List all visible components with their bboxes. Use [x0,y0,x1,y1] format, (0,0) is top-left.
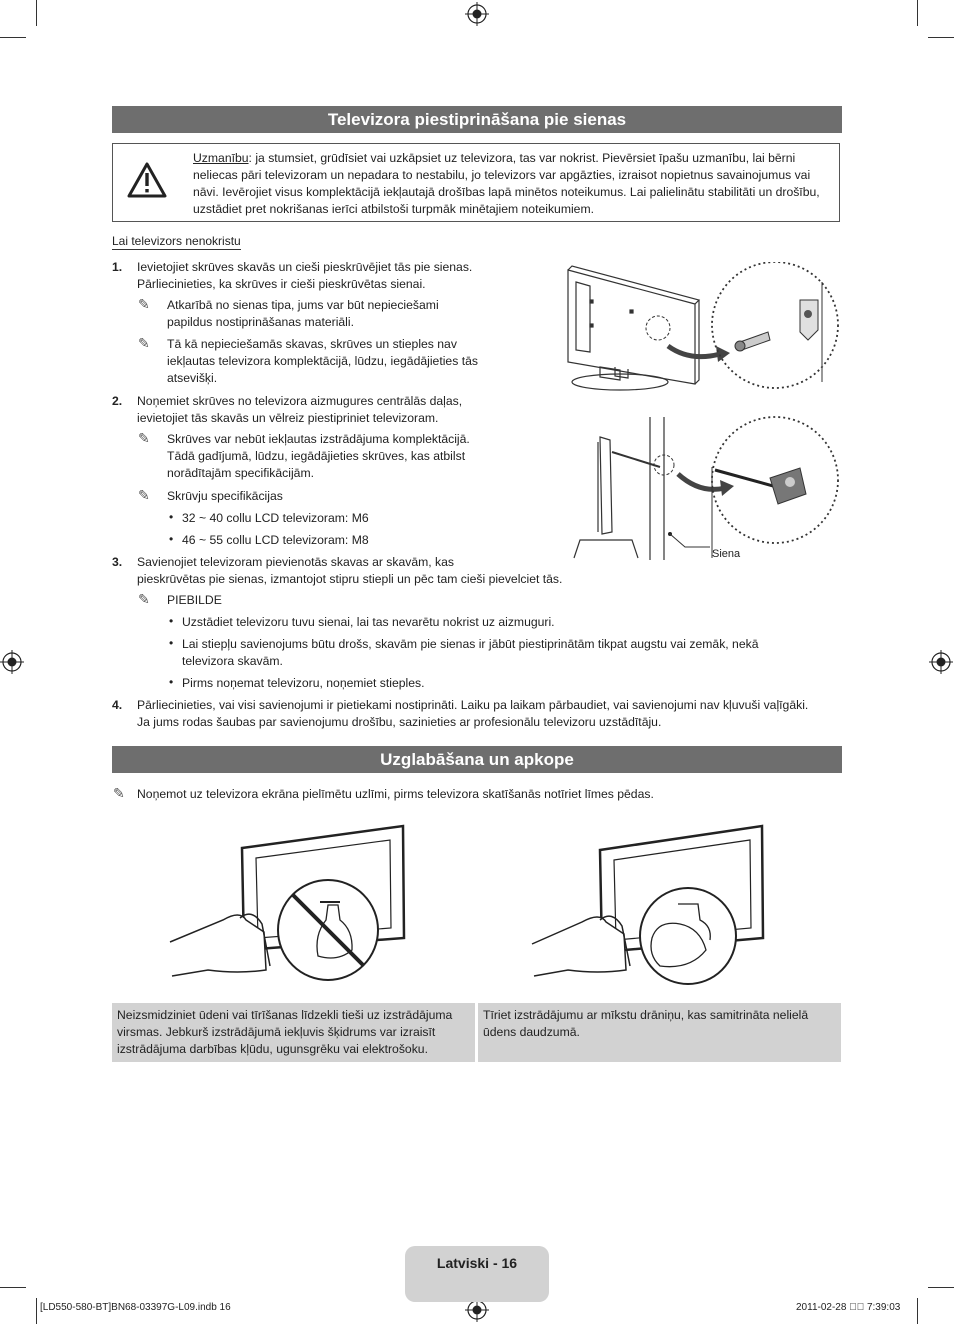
step-3-line: Savienojiet televizoram pievienotās skavas ar skavām, kas [137,555,455,569]
note-item: televizora skavām. [182,654,283,668]
bullet-dot: • [169,675,174,689]
screw-spec-item: 46 ~ 55 collu LCD televizoram: M8 [182,533,369,547]
note-pencil-icon: ✎ [138,335,150,351]
step-2-note: Tādā gadījumā, lūdzu, iegādājieties skrūves, kas atbilst [167,449,466,463]
caution-box [112,143,840,222]
step-1-line: Pārliecinieties, ka skrūves ir cieši pieskrūvētas sienai. [137,277,426,291]
subheading-prevent-falling: Lai televizors nenokristu [112,234,241,248]
step-1-note: iekļautas televizora komplektācijā, lūdzu, iegādājieties tās [167,354,478,368]
note-pencil-icon: ✎ [113,785,125,801]
step-2-note: norādītajām specifikācijām. [167,466,314,480]
crop-mark [928,1287,954,1288]
note-pencil-icon: ✎ [138,296,150,312]
wall-mount-illustration [560,262,845,562]
step-3-line: pieskrūvētas pie sienas, izmantojot stipru stiepli un pēc tam cieši pievelciet tās. [137,572,563,586]
step-2-note: Skrūvju specifikācijas [167,489,283,503]
note-label: PIEBILDE [167,593,222,607]
step-4-line: Ja jums rodas šaubas par savienojumu drošību, sazinieties ar profesionālu televizoru uzstādītāju. [137,715,662,729]
crop-mark [36,1298,37,1324]
bullet-dot: • [169,636,174,650]
section-title-wall-mount: Televizora piestiprināšana pie sienas [112,106,842,133]
step-4-line: Pārliecinieties, vai visi savienojumi ir pietiekami nostiprināti. Laiku pa laikam pārbaudiet, vai savienojumi nav kļuvuši vaļīgāki. [137,698,809,712]
caption-no-spray: Neizsmidziniet ūdeni vai tīrīšanas līdzekli tieši uz izstrādājuma virsmas. Jebkurš izstrādājumā iekļuvis šķidrums var izraisīt izstrādājuma darbības kļūdu, ugunsgrēku vai elektrošoku. [112,1003,475,1062]
note-item: Pirms noņemat televizoru, noņemiet stieples. [182,676,425,690]
page-label: Latviski - 16 [405,1246,549,1302]
crop-mark [928,37,954,38]
crop-mark [917,1298,918,1324]
note-pencil-icon: ✎ [138,487,150,503]
step-number: 3. [112,555,123,569]
registration-mark-icon [929,650,953,674]
bullet-dot: • [169,510,174,524]
step-1-note: Atkarībā no sienas tipa, jums var būt nepieciešami [167,298,439,312]
step-2-note: Skrūves var nebūt iekļautas izstrādājuma komplektācijā. [167,432,470,446]
step-1-note: Tā kā nepieciešamās skavas, skrūves un stieples nav [167,337,457,351]
note-pencil-icon: ✎ [138,591,150,607]
step-1-line: Ievietojiet skrūves skavās un cieši pieskrūvējiet tās pie sienas. [137,260,473,274]
note-item: Lai stiepļu savienojums būtu drošs, skavām pie sienas ir jābūt piestiprinātām tikpat augstu vai zemāk, nekā [182,637,759,651]
warning-triangle-icon [127,162,167,198]
tv-back-drawing [568,266,699,390]
registration-mark-icon [0,650,24,674]
caution-text [193,150,829,218]
step-number: 4. [112,698,123,712]
section-title-storage-maintenance: Uzglabāšana un apkope [112,746,842,773]
caption-soft-cloth: Tīriet izstrādājumu ar mīkstu drāniņu, kas samitrināta nelielā ūdens daudzumā. [478,1003,841,1062]
step-1-note: papildus nostiprināšanas materiāli. [167,315,354,329]
no-spray-illustration [168,820,413,990]
sticker-note: Noņemot uz televizora ekrāna pielīmētu uzlīmi, pirms televizora skatīšanās notīriet līmes pēdas. [137,787,654,801]
print-datetime: 2011-02-28 ￿￿ 7:39:03 [796,1302,901,1313]
note-pencil-icon: ✎ [138,430,150,446]
caution-label: Uzmanību [193,151,249,165]
step-number: 1. [112,260,123,274]
crop-mark [0,1287,26,1288]
crop-mark [36,0,37,26]
step-number: 2. [112,394,123,408]
bullet-dot: • [169,614,174,628]
caution-body: : ja stumsiet, grūdīsiet vai uzkāpsiet uz televizora, tas var nokrist. Pievērsiet īpašu uzmanību, lai bērni neliecas pāri televizoram un nepadara to nestabilu, jo televizors var apgāzties, izraisot nopietnus savainojumus vai nāvi. Ievērojiet visus komplektācijā iekļautajā drošības lapā minētos noteikumus. Lai palielinātu stabilitāti un drošību, uzstādiet pret nokrišanas ierīci atbilstoši turpmāk minētajiem noteikumiem. [193,151,820,216]
registration-mark-icon [465,2,489,26]
screw-spec-item: 32 ~ 40 collu LCD televizoram: M6 [182,511,369,525]
step-2-line: Noņemiet skrūves no televizora aizmugures centrālās daļas, [137,394,463,408]
step-2-line: ievietojiet tās skavās un vēlreiz piestipriniet televizoram. [137,411,439,425]
note-item: Uzstādiet televizoru tuvu sienai, lai tas nevarētu nokrist uz aizmuguri. [182,615,555,629]
wall-label: Siena [712,548,741,560]
crop-mark [0,37,26,38]
bullet-dot: • [169,532,174,546]
file-name: [LD550-580-BT]BN68-03397G-L09.indb 16 [40,1302,231,1313]
step-1-note: atsevišķi. [167,371,218,385]
crop-mark [917,0,918,26]
soft-cloth-illustration [530,820,775,990]
